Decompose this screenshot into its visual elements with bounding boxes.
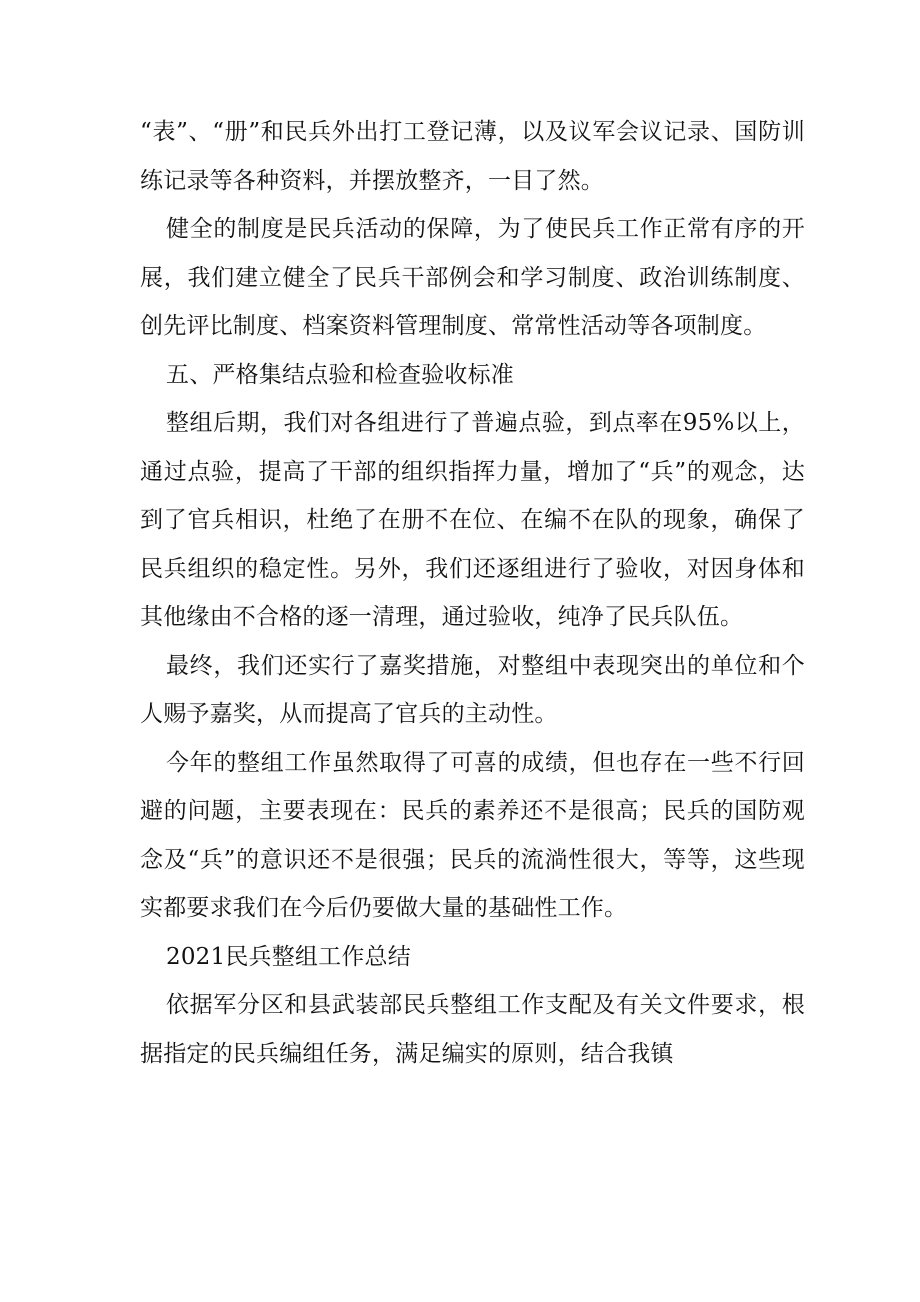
paragraph-inspection: 整组后期，我们对各组进行了普遍点验，到点率在95%以上，通过点验，提高了干部的组织指挥力量，增加了“兵”的观念，达到了官兵相识，杜绝了在册不在位、在编不在队的现象，确保了民兵组织的稳定性。另外，我们还逐组进行了验收，对因身体和其他缘由不合格的逐一清理，通过验收，纯净了民兵队伍。 <box>140 410 805 630</box>
paragraph-awards: 最终，我们还实行了嘉奖措施，对整组中表现突出的单位和个人赐予嘉奖，从而提高了官兵的主动性。 <box>140 652 805 727</box>
paragraph-system: 健全的制度是民兵活动的保障，为了使民兵工作正常有序的开展，我们建立健全了民兵干部例会和学习制度、政治训练制度、创先评比制度、档案资料管理制度、常常性活动等各项制度。 <box>140 216 805 339</box>
paragraph-intro: 依据军分区和县武装部民兵整组工作支配及有关文件要求，根据指定的民兵编组任务，满足编实的原则，结合我镇 <box>140 992 805 1067</box>
section-heading-inspection: 五、严格集结点验和检查验收标准 <box>166 361 514 388</box>
paragraph-problems: 今年的整组工作虽然取得了可喜的成绩，但也存在一些不行回避的问题，主要表现在：民兵的素养还不是很高；民兵的国防观念及“兵”的意识还不是很强；民兵的流淌性很大，等等，这些现实都要求我们在今后仍要做大量的基础性工作。 <box>140 749 805 921</box>
document-title-2021-summary: 2021民兵整组工作总结 <box>166 943 411 970</box>
document-body <box>140 108 805 1078</box>
paragraph-records: “表”、“册”和民兵外出打工登记薄，以及议军会议记录、国防训练记录等各种资料，并摆放整齐，一目了然。 <box>140 119 805 194</box>
